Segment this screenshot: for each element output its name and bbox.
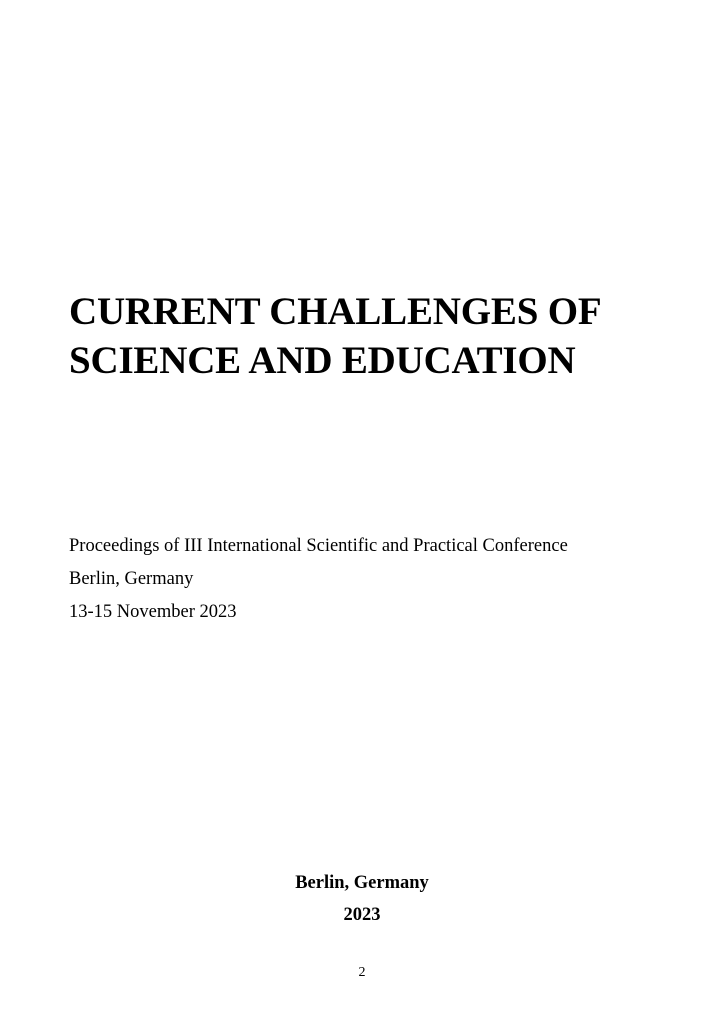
conference-info xyxy=(69,530,568,629)
conference-location: Berlin, Germany xyxy=(69,569,194,589)
document-title xyxy=(69,287,669,385)
conference-dates: 13-15 November 2023 xyxy=(69,602,237,622)
page-number: 2 xyxy=(358,965,366,980)
title-line-1: CURRENT CHALLENGES OF xyxy=(69,290,602,333)
imprint xyxy=(0,867,724,931)
title-line-2: SCIENCE AND EDUCATION xyxy=(69,339,576,382)
proceedings-line: Proceedings of III International Scientific and Practical Conference xyxy=(69,536,568,556)
imprint-city: Berlin, Germany xyxy=(295,873,429,893)
imprint-year: 2023 xyxy=(343,905,381,925)
